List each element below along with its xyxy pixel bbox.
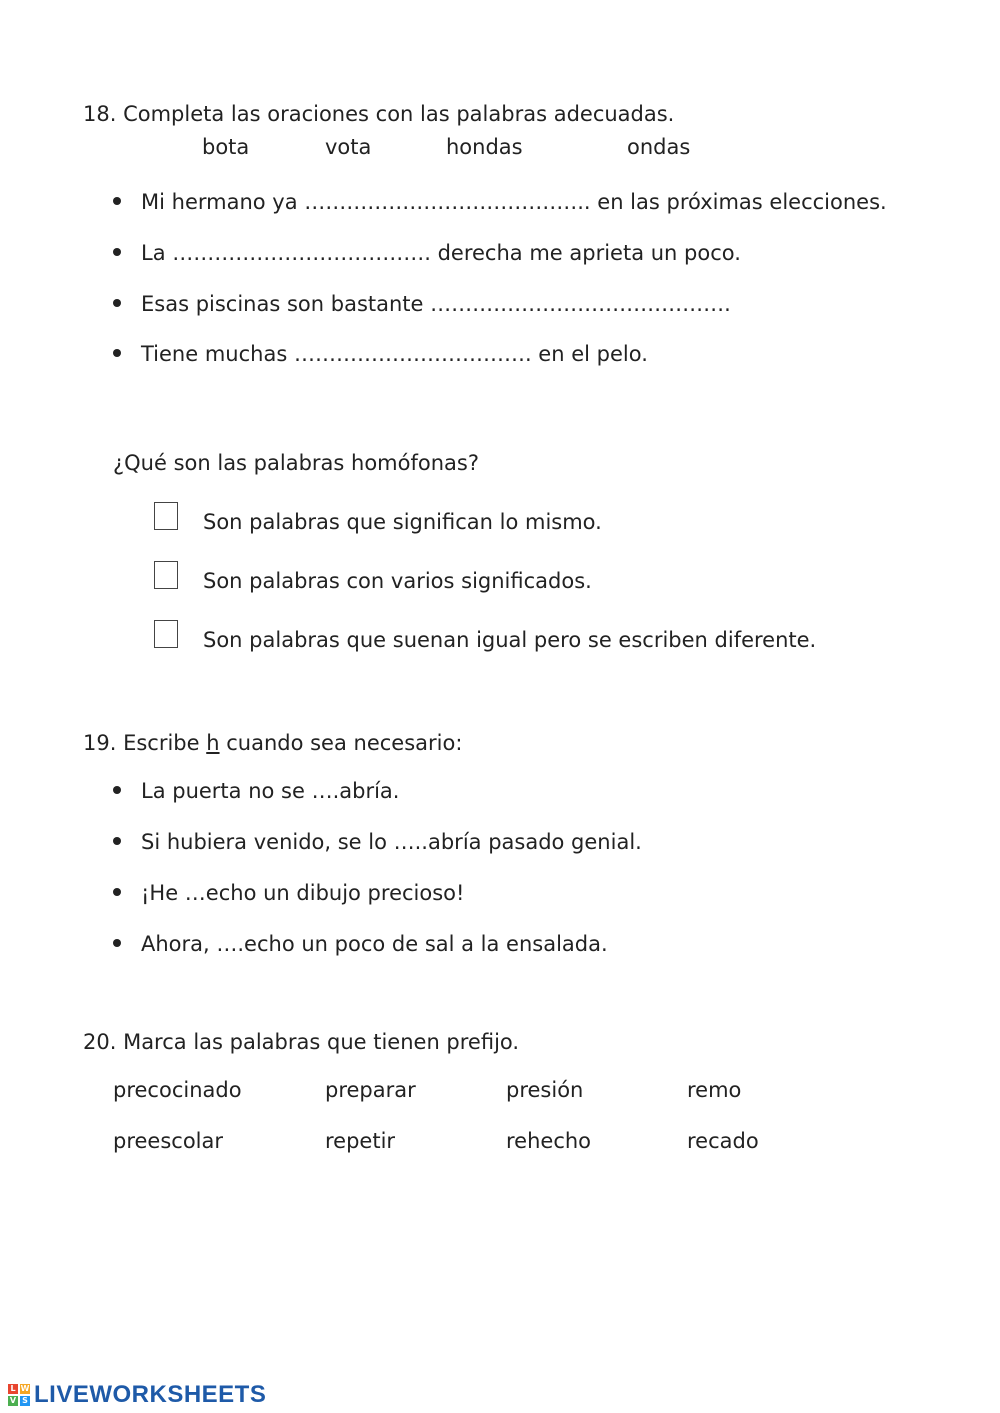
logo-tile: V [9, 1396, 17, 1405]
logo-tile: S [20, 1396, 30, 1406]
option-3-checkbox[interactable] [154, 620, 178, 648]
q19-sentence-3 [113, 883, 464, 904]
bullet-icon [113, 248, 121, 256]
q19-title [83, 733, 462, 754]
brand-name: LIVEWORKSHEETS [34, 1381, 267, 1408]
sentence-text: Ahora, ….echo un poco de sal a la ensalada. [141, 932, 608, 956]
logo-tile: W [20, 1384, 30, 1393]
sentence-text: La ………………………………. derecha me aprieta un poco. [141, 241, 741, 265]
option-1-checkbox[interactable] [154, 502, 178, 530]
sentence-text: ¡He …echo un dibujo precioso! [141, 881, 465, 905]
bullet-icon [113, 197, 121, 205]
q20-word[interactable]: remo [687, 1078, 742, 1102]
q20-word[interactable]: recado [687, 1129, 759, 1153]
bullet-icon [113, 939, 121, 947]
footer-brand [8, 1382, 266, 1408]
q19-title-h: h [206, 731, 220, 755]
q19-sentence-2 [113, 832, 642, 853]
q20-word[interactable]: repetir [325, 1129, 396, 1153]
homofonas-question: ¿Qué son las palabras homófonas? [113, 451, 479, 475]
q19-title-pre: 19. Escribe [83, 731, 207, 755]
q19-sentence-1 [113, 781, 399, 802]
q18-word-1: bota [202, 135, 250, 159]
sentence-text: Si hubiera venido, se lo …..abría pasado genial. [141, 830, 642, 854]
q19-title-post: cuando sea necesario: [219, 731, 463, 755]
q20-title: 20. Marca las palabras que tienen prefijo. [83, 1030, 520, 1054]
bullet-icon [113, 299, 121, 307]
q20-word[interactable]: preescolar [113, 1129, 224, 1153]
q19-sentence-4 [113, 934, 608, 955]
option-1-label: Son palabras que significan lo mismo. [203, 510, 602, 534]
q18-word-4: ondas [627, 135, 691, 159]
q18-sentence-2 [113, 243, 741, 264]
bullet-icon [113, 349, 121, 357]
q18-title: 18. Completa las oraciones con las palabras adecuadas. [83, 102, 675, 126]
q18-sentence-4 [113, 344, 648, 365]
option-2-label: Son palabras con varios significados. [203, 569, 592, 593]
sentence-text: Mi hermano ya ………………………………….. en las próximas elecciones. [141, 190, 887, 214]
q18-word-3: hondas [446, 135, 523, 159]
q18-sentence-3 [113, 294, 731, 315]
logo-tile: L [8, 1384, 18, 1394]
sentence-text: La puerta no se ….abría. [141, 779, 400, 803]
option-2-checkbox[interactable] [154, 561, 178, 589]
bullet-icon [113, 888, 121, 896]
q20-word[interactable]: preparar [325, 1078, 416, 1102]
sentence-text: Esas piscinas son bastante ……………………………………. [141, 292, 731, 316]
q20-word[interactable]: presión [506, 1078, 584, 1102]
bullet-icon [113, 837, 121, 845]
q18-word-2: vota [325, 135, 372, 159]
q20-word[interactable]: rehecho [506, 1129, 592, 1153]
q20-word[interactable]: precocinado [113, 1078, 242, 1102]
bullet-icon [113, 786, 121, 794]
sentence-text: Tiene muchas ……………………………. en el pelo. [141, 342, 648, 366]
q18-sentence-1 [113, 192, 887, 213]
option-3-label: Son palabras que suenan igual pero se escriben diferente. [203, 628, 817, 652]
liveworksheets-logo-icon [8, 1384, 30, 1406]
